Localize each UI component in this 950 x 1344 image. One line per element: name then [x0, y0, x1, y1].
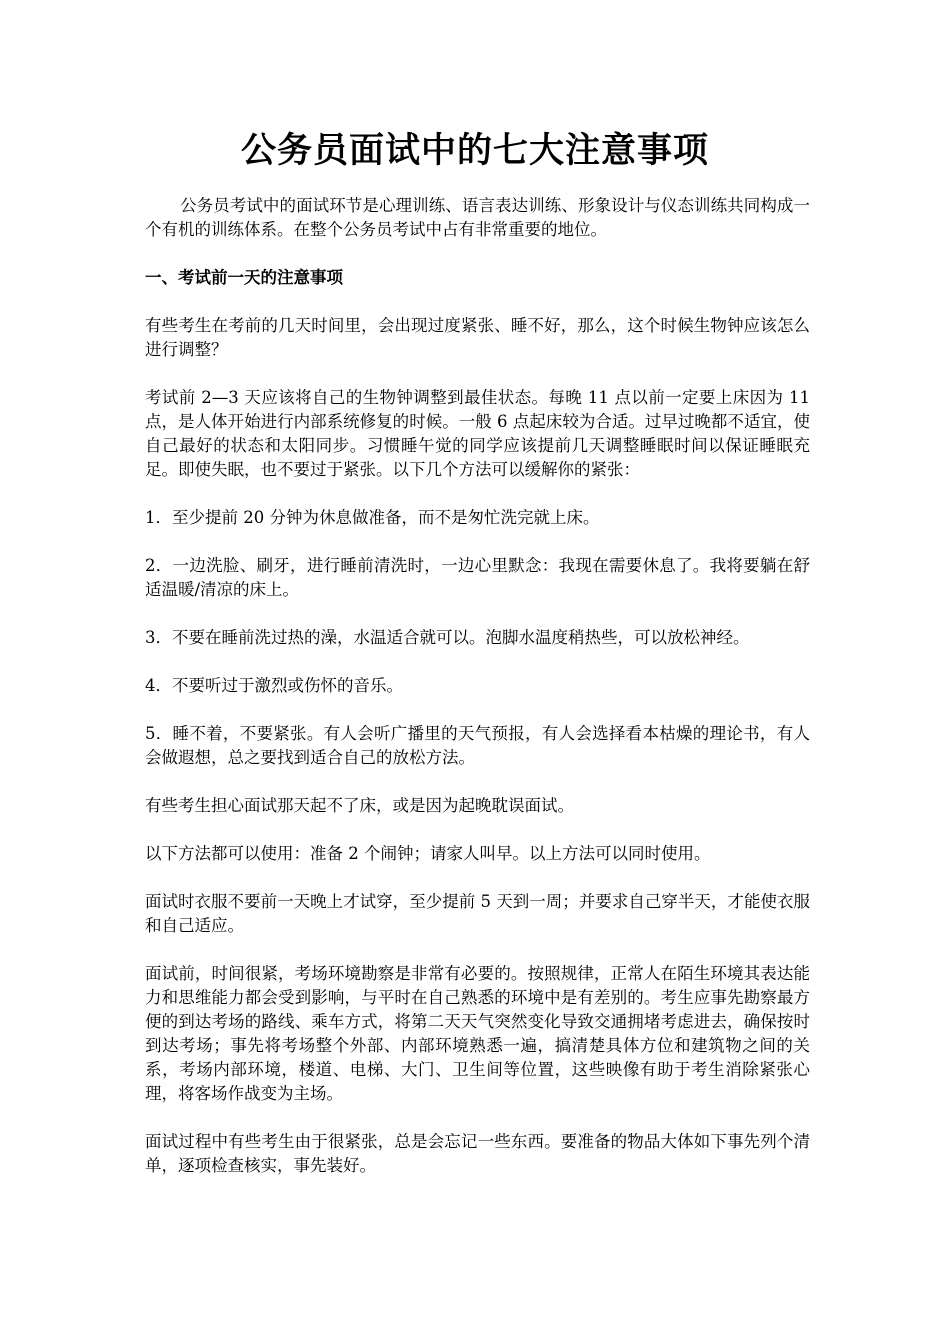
document-title: 公务员面试中的七大注意事项: [240, 130, 709, 171]
list-item: 2．一边洗脸、刷牙，进行睡前清洗时，一边心里默念：我现在需要休息了。我将要躺在舒适温暖/清凉的床上。: [145, 556, 810, 599]
paragraph: 以下方法都可以使用：准备 2 个闹钟；请家人叫早。以上方法可以同时使用。: [145, 844, 711, 863]
list-item: 4．不要听过于激烈或伤怀的音乐。: [145, 676, 403, 695]
list-item: 1．至少提前 20 分钟为休息做准备，而不是匆忙洗完就上床。: [145, 508, 600, 527]
paragraph: 面试过程中有些考生由于很紧张，总是会忘记一些东西。要准备的物品大体如下事先列个清单，逐项检查核实，事先装好。: [145, 1132, 810, 1175]
section-heading: 一、考试前一天的注意事项: [145, 268, 343, 287]
intro-paragraph: 公务员考试中的面试环节是心理训练、语言表达训练、形象设计与仪态训练共同构成一个有机的训练体系。在整个公务员考试中占有非常重要的地位。: [145, 196, 810, 239]
list-item: 3．不要在睡前洗过热的澡，水温适合就可以。泡脚水温度稍热些，可以放松神经。: [145, 628, 750, 647]
list-item: 5．睡不着，不要紧张。有人会听广播里的天气预报，有人会选择看本枯燥的理论书，有人会做遐想，总之要找到适合自己的放松方法。: [145, 724, 810, 767]
paragraph: 有些考生在考前的几天时间里，会出现过度紧张、睡不好，那么，这个时候生物钟应该怎么进行调整？: [145, 316, 810, 359]
paragraph: 面试时衣服不要前一天晚上才试穿，至少提前 5 天到一周；并要求自己穿半天，才能使衣服和自己适应。: [145, 892, 810, 935]
document-body: [145, 194, 810, 1202]
paragraph: 面试前，时间很紧，考场环境勘察是非常有必要的。按照规律，正常人在陌生环境其表达能力和思维能力都会受到影响，与平时在自己熟悉的环境中是有差别的。考生应事先勘察最方便的到达考场的路线、乘车方式，将第二天天气突然变化导致交通拥堵考虑进去，确保按时到达考场；事先将考场整个外部、内部环境熟悉一遍，搞清楚具体方位和建筑物之间的关系，考场内部环境，楼道、电梯、大门、卫生间等位置，这些映像有助于考生消除紧张心理，将客场作战变为主场。: [145, 964, 810, 1103]
paragraph: 有些考生担心面试那天起不了床，或是因为起晚耽误面试。: [145, 796, 574, 815]
paragraph: 考试前 2—3 天应该将自己的生物钟调整到最佳状态。每晚 11 点以前一定要上床因为 11 点，是人体开始进行内部系统修复的时候。一般 6 点起床较为合适。过早过晚都不适宜，使自己最好的状态和太阳同步。习惯睡午觉的同学应该提前几天调整睡眠时间以保证睡眠充足。即使失眠，也不要过于紧张。以下几个方法可以缓解你的紧张：: [145, 388, 810, 479]
